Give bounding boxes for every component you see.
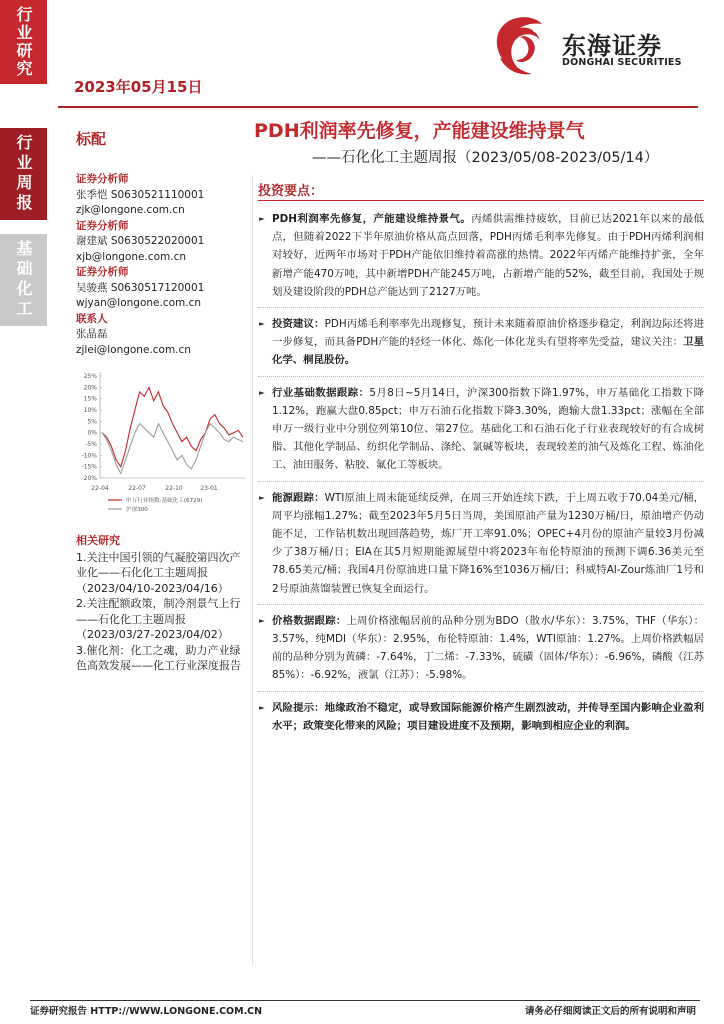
separator — [258, 604, 704, 605]
separator — [258, 481, 704, 482]
y-tick-label: 5% — [87, 418, 97, 426]
analyst-email[interactable]: wjyan@longone.com.cn — [76, 297, 202, 309]
dragon-logo-icon — [490, 14, 552, 78]
triangle-bullet-icon: ► — [259, 387, 265, 397]
highlight-item — [258, 210, 704, 301]
y-tick-label: -5% — [85, 441, 97, 448]
analyst-list — [76, 172, 242, 358]
industry-index-line — [102, 387, 243, 466]
triangle-bullet-icon: ► — [259, 615, 265, 625]
related-research — [76, 533, 248, 674]
contact-name: 张晶磊 — [76, 328, 108, 340]
highlight-lead: 投资建议： — [272, 318, 325, 331]
report-date: 2023年05月15日 — [74, 78, 203, 96]
side-tab-label: 行业研究 — [14, 6, 33, 78]
side-tab-industry-research — [0, 0, 47, 84]
y-tick-label: 10% — [83, 407, 97, 414]
footer-disclaimer: 请务必仔细阅读正文后的所有说明和声明 — [524, 1006, 696, 1017]
highlight-text: 地缘政治不稳定，或导致国际能源价格产生剧烈波动，并传导至国内影响企业盈利水平；政策变化带来的风险；项目建设进度不及预期，影响到相应企业的利润。 — [272, 701, 704, 732]
side-tab-weekly — [0, 128, 47, 220]
investment-highlights-heading: 投资要点： — [258, 184, 324, 199]
triangle-bullet-icon: ► — [259, 702, 265, 712]
highlight-item — [258, 612, 704, 685]
highlight-lead: PDH利润率先修复，产能建设维持景气。 — [272, 213, 472, 225]
company-logo-cn: 东海证券 — [562, 32, 662, 60]
analyst-role: 证券分析师 — [76, 173, 129, 185]
investment-highlights — [258, 210, 704, 735]
highlight-item — [258, 699, 704, 735]
column-divider — [252, 175, 253, 965]
separator — [258, 307, 704, 308]
footer-left-text[interactable]: 证券研究报告 HTTP://WWW.LONGONE.COM.CN — [30, 1006, 263, 1017]
highlight-item — [258, 315, 704, 370]
triangle-bullet-icon: ► — [259, 319, 265, 329]
report-title: PDH利润率先修复，产能建设维持景气 — [254, 120, 585, 142]
y-tick-label: -20% — [81, 475, 97, 482]
y-tick-label: 25% — [83, 373, 97, 380]
x-tick-label: 22-07 — [128, 485, 146, 492]
footer-divider — [30, 1000, 700, 1001]
highlight-lead: 价格数据跟踪： — [272, 614, 347, 627]
analyst-role: 证券分析师 — [76, 219, 129, 232]
company-logo-en: DONGHAI SECURITIES — [562, 57, 682, 68]
related-item[interactable]: 3.催化剂：化工之魂，助力产业绿色高效发展——化工行业深度报告 — [76, 643, 241, 672]
x-tick-label: 22-04 — [91, 485, 109, 492]
heading-underline — [258, 200, 704, 201]
x-tick-label: 23-01 — [200, 485, 218, 492]
triangle-bullet-icon: ► — [259, 492, 265, 502]
legend-label: 沪深300 — [126, 507, 148, 513]
legend-label: 申万行业指数:基础化工(6729) — [126, 498, 203, 504]
highlight-item — [258, 489, 704, 598]
analyst-name: 谢建斌 S0630522020001 — [76, 235, 205, 247]
analyst-email[interactable]: zjk@longone.com.cn — [76, 204, 185, 216]
related-research-title: 相关研究 — [76, 534, 120, 547]
highlight-text: 丙烯供需维持疲软，目前已达2021年以来的最低点，但随着2022下半年原油价格从高点回落，PDH丙烯毛利率先修复。由于PDH丙烯利润相对较好，近两年市场对于PDH产能依旧维持着高涨的热情。2022年丙烯产能维持扩张，全年新增产能470万吨，其中新增PDH产能245万吨，占新增产能的52%，截至目前，我国处于规划及建设阶段的PDH总产能达到了2127万吨。 — [272, 213, 704, 298]
highlight-lead: 行业基础数据跟踪： — [272, 386, 370, 399]
performance-chart — [70, 368, 248, 520]
y-tick-label: 20% — [83, 384, 97, 392]
x-tick-label: 22-10 — [165, 485, 183, 492]
highlight-lead: 能源跟踪： — [272, 491, 325, 504]
analyst-name: 吴骏燕 S0630517120001 — [76, 281, 205, 294]
csi300-line — [102, 424, 243, 474]
analyst-name: 张季恺 S0630521110001 — [76, 188, 205, 201]
related-item[interactable]: 1.关注中国引领的气凝胶第四次产业化——石化化工主题周报（2023/04/10-2023/04/16） — [76, 550, 241, 595]
analyst-email[interactable]: xjb@longone.com.cn — [76, 250, 187, 263]
highlight-lead: 风险提示： — [272, 701, 325, 714]
highlight-text: 上周价格涨幅居前的品种分别为BDO（散水/华东）：3.75%，THF（华东）：3.57%，纯MDI（华东）：2.95%，布伦特原油：1.4%，WTI原油：1.27%。上周价格跌幅居前的品种分别为黄磷：-7.64%，丁二烯：-7.33%，硫磺（固体/华东）：-6.96%，磷酸（江苏85%）：-6.92%，液氯（江苏）：-5.98%。 — [272, 614, 704, 682]
side-tab-basic-chemicals — [0, 234, 47, 326]
y-tick-label: -10% — [81, 452, 97, 460]
highlight-tail: 卫星化学、桐昆股份。 — [272, 336, 705, 367]
y-tick-label: 0% — [87, 429, 97, 437]
side-tab-label: 基础化工 — [14, 240, 33, 320]
y-tick-label: -15% — [81, 463, 97, 471]
separator — [258, 691, 704, 692]
side-tab-label: 行业周报 — [14, 134, 33, 214]
highlight-text: WTI原油上周未能延续反弹，在周三开始连续下跌，于上周五收于70.04美元/桶，周平均涨幅1.27%；截至2023年5月5日当周，美国原油产量为1230万桶/日，原油增产仍动能不足，工作钻机数出现回落趋势，炼厂开工率91.0%；OPEC+4月份的原油产量较3月份减少了38万桶/日；EIA在其5月短期能源展望中将2023年布伦特原油的预测下调6.36美元至78.65美元/桶；我国4月份原油进口量下降16%至1036万桶/日；科威特Al-Zour炼油厂1号和2号原油蒸馏装置已恢复全面运行。 — [272, 491, 705, 595]
header-divider — [58, 106, 698, 108]
triangle-bullet-icon: ► — [259, 214, 265, 223]
y-tick-label: 15% — [83, 395, 97, 403]
analyst-role: 证券分析师 — [76, 266, 129, 278]
related-item[interactable]: 2.关注配额政策，制冷剂景气上行——石化化工主题周报（2023/03/27-2023/04/02） — [76, 597, 241, 641]
highlight-text: 5月8日~5月14日，沪深300指数下降1.97%，申万基础化工指数下降1.12%，跑赢大盘0.85pct；申万石油石化指数下降3.30%，跑输大盘1.33pct；涨幅在全部申万一级行业中分别位列第10位、第27位。基础化工和石油石化子行业表现较好的有合成树脂、其他化学制品、纺织化学制品、涤纶、氯碱等板块，表现较差的油气及炼化工程、炼油化工、油田服务、粘胶、氟化工等板块。 — [272, 386, 704, 472]
highlight-item — [258, 384, 704, 475]
contact-email[interactable]: zjlei@longone.com.cn — [76, 343, 191, 356]
highlight-text: PDH丙烯毛利率率先出现修复，预计未来随着原油价格逐步稳定，利润边际还将进一步修复，而具备PDH产能的轻烃一体化、炼化一体化龙头有望将率先受益，建议关注： — [272, 318, 705, 349]
report-subtitle: ——石化化工主题周报（2023/05/08-2023/05/14） — [312, 150, 659, 166]
rating: 标配 — [76, 130, 107, 148]
contact-role: 联系人 — [76, 312, 108, 325]
separator — [258, 376, 704, 377]
